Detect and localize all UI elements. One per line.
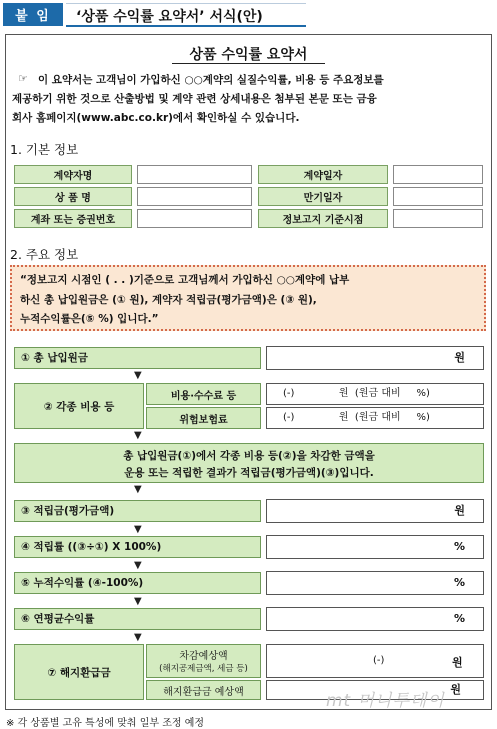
down-arrow-icon: ▼ bbox=[134, 484, 142, 495]
section-heading-basic: 1. 기본 정보 bbox=[10, 142, 79, 157]
down-arrow-icon: ▼ bbox=[134, 632, 142, 643]
intro-line-3: 회사 홈페이지(www.abc.co.kr)에서 확인하실 수 있습니다. bbox=[12, 112, 300, 124]
refund-estimate-field[interactable]: 원 bbox=[266, 680, 484, 700]
section-heading-main: 2. 주요 정보 bbox=[10, 247, 79, 262]
watermark: mt 머니투데이 bbox=[326, 691, 445, 711]
intro-line-2: 제공하기 위한 것으로 산출방법 및 계약 관련 상세내용은 첨부된 본문 또는 금융 bbox=[12, 93, 377, 105]
intro-mark-icon: ☞ bbox=[18, 72, 28, 85]
deduction-estimate-title: 차감예상액 bbox=[179, 651, 228, 662]
reserve-ratio-field[interactable]: % bbox=[266, 535, 484, 559]
explanation-line-2: 운용 또는 적립한 결과가 적립금(평가금액)(③)입니다. bbox=[124, 467, 374, 479]
product-name-field[interactable] bbox=[137, 187, 252, 206]
down-arrow-icon: ▼ bbox=[134, 370, 142, 381]
down-arrow-icon: ▼ bbox=[134, 596, 142, 607]
label-notice-base-time: 정보고지 기준시점 bbox=[258, 209, 388, 228]
row-reserve-ratio-label: ④ 적립률 ((③÷①) X 100%) bbox=[14, 536, 261, 558]
notice-line-2: 하신 총 납입원금은 (① 원), 계약자 적립금(평가금액)은 (③ 원), bbox=[20, 294, 317, 306]
annual-return-field[interactable]: % bbox=[266, 607, 484, 631]
label-contract-date: 계약일자 bbox=[258, 165, 388, 184]
row-total-principal-label: ① 총 납입원금 bbox=[14, 347, 261, 369]
costs-fees-label: 비용·수수료 등 bbox=[146, 383, 261, 405]
notice-line-3: 누적수익률은(⑤ %) 입니다.” bbox=[20, 313, 159, 325]
page-title: ‘상품 수익률 요약서’ 서식(안) bbox=[76, 9, 263, 25]
label-maturity-date: 만기일자 bbox=[258, 187, 388, 206]
row-surrender-refund-label: ⑦ 해지환급금 bbox=[14, 644, 144, 700]
contract-date-field[interactable] bbox=[393, 165, 483, 184]
explanation-line-1: 총 납입원금(①)에서 각종 비용 등(②)을 차감한 금액을 bbox=[123, 450, 375, 462]
deduction-minus: (-) bbox=[373, 655, 385, 666]
maturity-date-field[interactable] bbox=[393, 187, 483, 206]
attachment-tag: 붙 임 bbox=[3, 3, 63, 26]
risk-premium-label: 위험보험료 bbox=[146, 407, 261, 429]
footnote: ※ 각 상품별 고유 특성에 맞춰 일부 조정 예정 bbox=[6, 718, 205, 729]
contractor-name-field[interactable] bbox=[137, 165, 252, 184]
row-annual-return-label: ⑥ 연평균수익률 bbox=[14, 608, 261, 630]
notice-line-1: “정보고지 시점인 ( . . )기준으로 고객님께서 가입하신 ○○계약에 납부 bbox=[20, 274, 350, 286]
row-cumulative-return-label: ⑤ 누적수익률 (④-100%) bbox=[14, 572, 261, 594]
label-account-number: 계좌 또는 증권번호 bbox=[14, 209, 132, 228]
doc-title-underline bbox=[172, 63, 325, 64]
deduction-estimate-note: (해지공제금액, 세금 등) bbox=[159, 664, 248, 674]
total-principal-field[interactable]: 원 bbox=[266, 346, 484, 370]
row-costs-label: ② 각종 비용 등 bbox=[14, 383, 144, 429]
down-arrow-icon: ▼ bbox=[134, 524, 142, 535]
risk-premium-field[interactable]: (-) 원 (원금 대비 %) bbox=[266, 407, 484, 429]
reserve-field[interactable]: 원 bbox=[266, 499, 484, 523]
label-contractor-name: 계약자명 bbox=[14, 165, 132, 184]
account-number-field[interactable] bbox=[137, 209, 252, 228]
deduction-unit: 원 bbox=[452, 656, 463, 669]
doc-title: 상품 수익률 요약서 bbox=[189, 47, 308, 63]
down-arrow-icon: ▼ bbox=[134, 560, 142, 571]
intro-line-1: 이 요약서는 고객님이 가입하신 ○○계약의 실질수익률, 비용 등 주요정보를 bbox=[38, 74, 384, 86]
notice-base-time-field[interactable] bbox=[393, 209, 483, 228]
label-product-name: 상 품 명 bbox=[14, 187, 132, 206]
row-reserve-label: ③ 적립금(평가금액) bbox=[14, 500, 261, 522]
refund-estimate-label: 해지환급금 예상액 bbox=[146, 680, 261, 700]
costs-fees-field[interactable]: (-) 원 (원금 대비 %) bbox=[266, 383, 484, 405]
cumulative-return-field[interactable]: % bbox=[266, 571, 484, 595]
down-arrow-icon: ▼ bbox=[134, 430, 142, 441]
